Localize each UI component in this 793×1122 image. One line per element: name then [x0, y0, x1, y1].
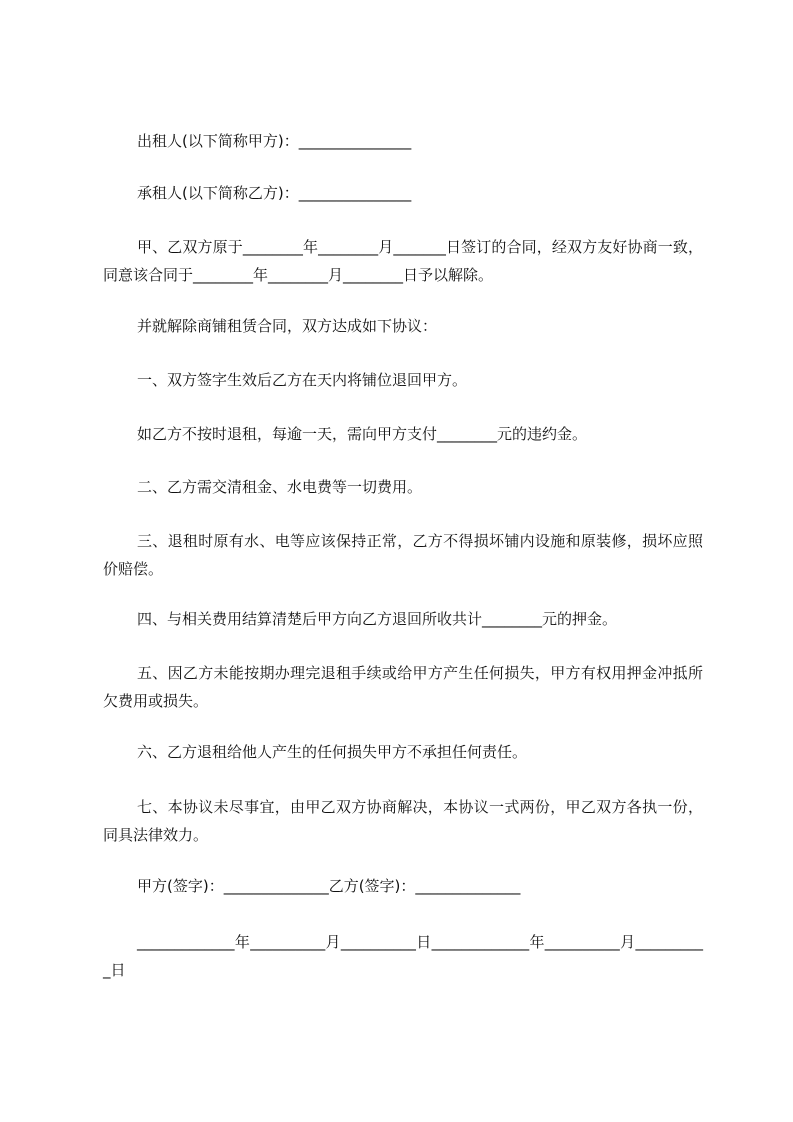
clause-3: 三、退租时原有水、电等应该保持正常，乙方不得损坏铺内设施和原装修，损坏应照价赔偿。 [103, 532, 703, 578]
clause-7: 七、本协议未尽事宜，由甲乙双方协商解决，本协议一式两份，甲乙双方各执一份，同具法律效力。 [103, 798, 703, 844]
clause-1: 一、双方签字生效后乙方在天内将铺位退回甲方。 [137, 371, 468, 389]
date-line: _____________年__________月__________日_____________年__________月__________日 [103, 933, 703, 979]
clause-4: 四、与相关费用结算清楚后甲方向乙方退回所收共计________元的押金。 [137, 610, 618, 628]
agreement-intro: 并就解除商铺租赁合同，双方达成如下协议： [137, 317, 438, 335]
lessee-line: 承租人(以下简称乙方)：_______________ [137, 184, 412, 202]
intro-paragraph: 甲、乙双方原于________年________月_______日签订的合同，经双方友好协商一致，同意该合同于________年________月________日予以解除。 [103, 238, 703, 284]
clause-6: 六、乙方退租给他人产生的任何损失甲方不承担任何责任。 [137, 743, 528, 761]
clause-5: 五、因乙方未能按期办理完退租手续或给甲方产生任何损失，甲方有权用押金冲抵所欠费用或损失。 [103, 664, 703, 710]
lessor-line: 出租人(以下简称甲方)：_______________ [137, 132, 412, 150]
clause-1-penalty: 如乙方不按时退租，每逾一天，需向甲方支付________元的违约金。 [137, 425, 588, 443]
signature-line: 甲方(签字)：______________乙方(签字)：______________ [137, 877, 521, 895]
clause-2: 二、乙方需交清租金、水电费等一切费用。 [137, 478, 423, 496]
